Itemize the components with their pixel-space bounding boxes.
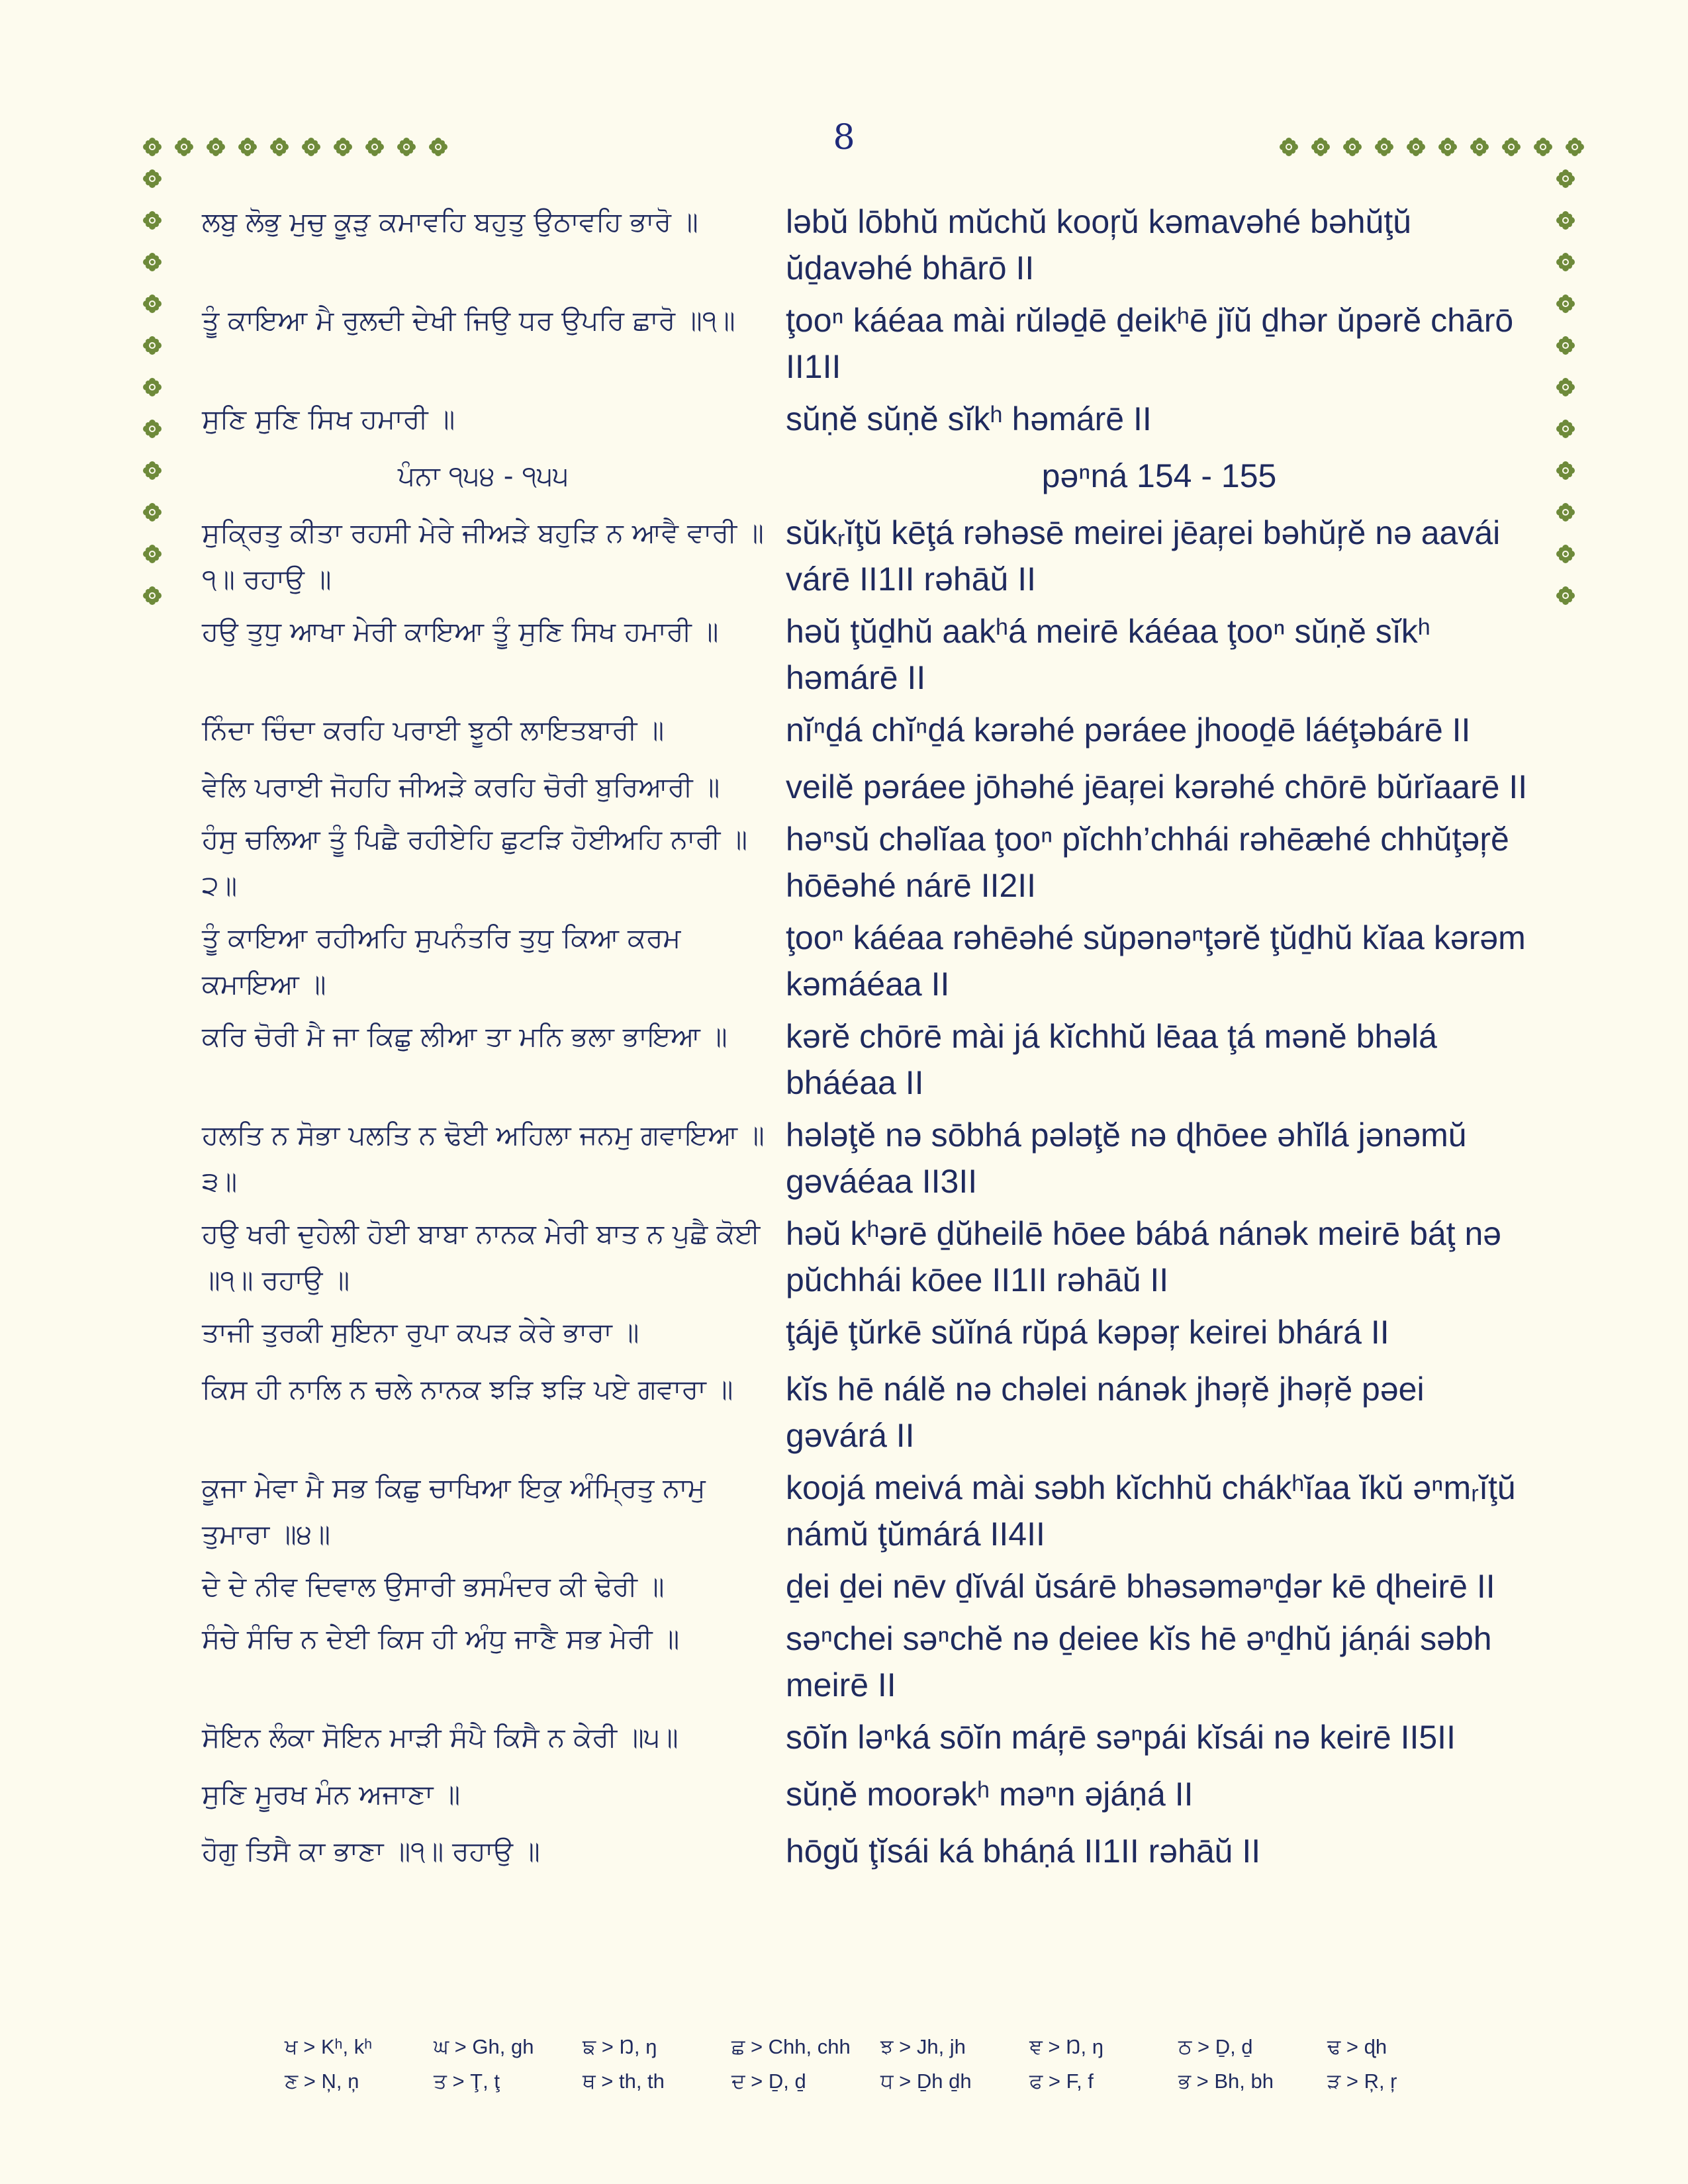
transliteration-text: həⁿsŭ chəlĭaa ţooⁿ pĭchh’chhái rəhēæhé chhŭţəŗĕ hōēəhé nárē II2II — [786, 821, 1509, 904]
verse-row — [202, 915, 1532, 1007]
gurmukhi-text: ਵੇਲਿ ਪਰਾਈ ਜੋਹਹਿ ਜੀਅੜੇ ਕਰਹਿ ਚੋਰੀ ਬੁਰਿਆਰੀ ॥ — [202, 771, 720, 803]
flower-icon — [174, 137, 198, 161]
flower-icon — [1556, 502, 1579, 526]
gurmukhi-text: ਤੂੰ ਕਾਇਆ ਰਹੀਅਹਿ ਸੁਪਨੰਤਰਿ ਤੁਧੁ ਕਿਆ ਕਰਮ ਕਮਾਇਆ ॥ — [202, 922, 681, 1000]
transliteration-text: ţooⁿ káéaa rəhēəhé sŭpənəⁿţərĕ ţŭḏhŭ kĭaa kərəm kəmáéaa II — [786, 919, 1526, 1003]
flower-icon — [1556, 586, 1579, 610]
verse-row — [202, 1465, 1532, 1557]
gurmukhi-text: ਕਿਸ ਹੀ ਨਾਲਿ ਨ ਚਲੇ ਨਾਨਕ ਝੜਿ ਝੜਿ ਪਏ ਗਵਾਰਾ ॥ — [202, 1373, 733, 1405]
transliteration-text: ləbŭ lōbhŭ mŭchŭ kooŗŭ kəmavəhé bəhŭţŭ ŭḏavəhé bhārō II — [786, 203, 1412, 287]
transliteration-page-reference: pəⁿná 154 - 155 — [1041, 457, 1277, 494]
flower-icon — [142, 461, 166, 484]
flower-icon — [142, 294, 166, 318]
key-entry: ਞ > Ŋ, ŋ — [1029, 2035, 1104, 2058]
transliteration-text: sŭkᵣĭţŭ kēţá rəhəsē meirei jēaŗei bəhŭŗĕ nə aavái várē II1II rəhāŭ II — [786, 514, 1501, 598]
verse-row — [202, 1210, 1532, 1303]
key-entry: ਙ > Ŋ, ŋ — [583, 2035, 657, 2058]
transliteration-text: kĭs hē nálĕ nə chəlei nánək jhəŗĕ jhəŗĕ pəei gəvárá II — [786, 1371, 1425, 1454]
verse-row — [202, 608, 1532, 701]
flower-icon — [142, 586, 166, 610]
key-entry: ਫ > F, f — [1029, 2070, 1094, 2093]
verse-row — [202, 1366, 1532, 1459]
gurmukhi-text: ਸੰਚੇ ਸੰਚਿ ਨ ਦੇਈ ਕਿਸ ਹੀ ਅੰਧੁ ਜਾਣੈ ਸਭ ਮੇਰੀ ॥ — [202, 1623, 680, 1655]
gurmukhi-text: ਲਬੁ ਲੋਭੁ ਮੁਚੁ ਕੂੜੁ ਕਮਾਵਹਿ ਬਹੁਤੁ ਉਠਾਵਹਿ ਭਾਰੋ ॥ — [202, 206, 698, 238]
key-entry: ਖ > Kʰ, kʰ — [285, 2035, 373, 2058]
verse-row — [202, 199, 1532, 291]
gurmukhi-text: ਤੂੰ ਕਾਇਆ ਮੈ ਰੁਲਦੀ ਦੇਖੀ ਜਿਉ ਧਰ ਉਪਰਿ ਛਾਰੋ ॥੧॥ — [202, 304, 735, 336]
flower-icon — [269, 137, 293, 161]
flower-icon — [206, 137, 230, 161]
transliteration-text: hələţĕ nə sōbhá pələţĕ nə ɖhōee əhĭlá jənəmŭ gəváéaa II3II — [786, 1116, 1467, 1200]
gurmukhi-text: ਸੁਣਿ ਸੁਣਿ ਸਿਖ ਹਮਾਰੀ ॥ — [202, 403, 455, 435]
flower-icon — [428, 137, 452, 161]
flower-icon — [142, 210, 166, 234]
gurmukhi-text: ਹਲਤਿ ਨ ਸੋਭਾ ਪਲਤਿ ਨ ਢੋਈ ਅਹਿਲਾ ਜਨਮੁ ਗਵਾਇਆ ॥੩॥ — [202, 1119, 765, 1197]
verse-row — [202, 396, 1532, 442]
key-entry: ਛ > Chh, chh — [731, 2035, 851, 2058]
ornament-border-top-left — [142, 137, 460, 161]
transliteration-text: kərĕ chōrē mài já kĭchhŭ lēaa ţá mənĕ bhəlá bháéaa II — [786, 1018, 1437, 1101]
key-entry: ਧ > Ḏh ḏh — [880, 2070, 972, 2093]
flower-icon — [1556, 169, 1579, 193]
key-entry: ਤ > Ţ, ţ — [434, 2070, 500, 2093]
flower-icon — [142, 252, 166, 276]
gurmukhi-text: ਹੰਸੁ ਚਲਿਆ ਤੂੰ ਪਿਛੈ ਰਹੀਏਹਿ ਛੁਟੜਿ ਹੋਈਅਹਿ ਨਾਰੀ ॥੨॥ — [202, 823, 748, 901]
flower-icon — [142, 336, 166, 359]
verse-row — [202, 1563, 1532, 1610]
flower-icon — [1556, 419, 1579, 443]
flower-icon — [142, 137, 166, 161]
flower-icon — [1501, 137, 1525, 161]
page-number: 8 — [833, 118, 855, 158]
key-entry: ਦ > Ḏ, ḏ — [731, 2070, 806, 2093]
flower-icon — [1556, 210, 1579, 234]
gurmukhi-text: ਤਾਜੀ ਤੁਰਕੀ ਸੁਇਨਾ ਰੁਪਾ ਕਪੜ ਕੇਰੇ ਭਾਰਾ ॥ — [202, 1316, 639, 1348]
flower-icon — [333, 137, 357, 161]
verse-table — [202, 199, 1532, 1874]
page-reference-heading — [202, 453, 1532, 499]
key-row — [285, 2035, 1476, 2070]
flower-icon — [1565, 137, 1589, 161]
transliteration-text: ţájē ţŭrkē sŭĭná rŭpá kəpəŗ keirei bhárá II — [786, 1314, 1389, 1351]
ornament-border-top-right — [1279, 137, 1597, 161]
flower-icon — [1556, 294, 1579, 318]
ornament-border-right — [1556, 169, 1579, 627]
gurmukhi-page-reference: ਪੰਨਾ ੧੫੪ - ੧੫੫ — [397, 460, 569, 492]
verse-row — [202, 816, 1532, 909]
flower-icon — [1406, 137, 1430, 161]
key-entry: ਠ > Ḏ, ḏ — [1178, 2035, 1253, 2058]
key-entry: ੜ > Ŗ, ŗ — [1327, 2070, 1397, 2093]
flower-icon — [142, 544, 166, 568]
flower-icon — [1556, 544, 1579, 568]
verse-row — [202, 1771, 1532, 1817]
flower-icon — [142, 377, 166, 401]
transliteration-text: veilĕ pəráee jōhəhé jēaŗei kərəhé chōrē bŭrĭaarē II — [786, 768, 1528, 805]
key-row — [285, 2070, 1476, 2104]
flower-icon — [397, 137, 420, 161]
gurmukhi-text: ਹੋਗੁ ਤਿਸੈ ਕਾ ਭਾਣਾ ॥੧॥ ਰਹਾਉ ॥ — [202, 1835, 540, 1867]
transliteration-key — [285, 2035, 1476, 2104]
flower-icon — [301, 137, 325, 161]
transliteration-text: hōgŭ ţĭsái ká bháṇá II1II rəhāŭ II — [786, 1833, 1261, 1870]
flower-icon — [1279, 137, 1303, 161]
verse-row — [202, 1828, 1532, 1874]
verse-row — [202, 1714, 1532, 1760]
flower-icon — [1311, 137, 1335, 161]
transliteration-text: sŭṇĕ sŭṇĕ sĭkʰ həmárē II — [786, 400, 1152, 437]
key-entry: ਝ > Jh, jh — [880, 2035, 966, 2058]
gurmukhi-text: ਸੁਣਿ ਮੂਰਖ ਮੰਨ ਅਜਾਣਾ ॥ — [202, 1778, 461, 1810]
flower-icon — [365, 137, 389, 161]
transliteration-text: sŭṇĕ moorəkʰ məⁿn əjáṇá II — [786, 1776, 1194, 1813]
flower-icon — [1533, 137, 1557, 161]
ornament-border-left — [142, 169, 166, 627]
transliteration-text: koojá meivá mài səbh kĭchhŭ chákʰĭaa ĭkŭ əⁿmᵣĭţŭ námŭ ţŭmárá II4II — [786, 1469, 1516, 1553]
gurmukhi-text: ਕੂਜਾ ਮੇਵਾ ਮੈ ਸਭ ਕਿਛੁ ਚਾਖਿਆ ਇਕੁ ਅੰਮ੍ਰਿਤੁ ਨਾਮੁ ਤੁਮਾਰਾ ॥੪॥ — [202, 1472, 706, 1550]
flower-icon — [1342, 137, 1366, 161]
key-entry: ਘ > Gh, gh — [434, 2035, 534, 2058]
transliteration-text: ţooⁿ káéaa mài rŭləḏē ḏeikʰē jĭŭ ḏhər ŭpərĕ chārō II1II — [786, 302, 1514, 385]
verse-row — [202, 1615, 1532, 1708]
gurmukhi-text: ਸੋਇਨ ਲੰਕਾ ਸੋਇਨ ਮਾੜੀ ਸੰਪੈ ਕਿਸੈ ਨ ਕੇਰੀ ॥੫॥ — [202, 1721, 679, 1753]
key-entry: ਣ > Ņ, ņ — [285, 2070, 359, 2093]
key-entry: ਭ > Bh, bh — [1178, 2070, 1274, 2093]
verse-row — [202, 297, 1532, 390]
gurmukhi-text: ਕਰਿ ਚੋਰੀ ਮੈ ਜਾ ਕਿਛੁ ਲੀਆ ਤਾ ਮਨਿ ਭਲਾ ਭਾਇਆ ॥ — [202, 1021, 727, 1052]
flower-icon — [1374, 137, 1398, 161]
gurmukhi-text: ਨਿੰਦਾ ਚਿੰਦਾ ਕਰਹਿ ਪਰਾਈ ਝੂਠੀ ਲਾਇਤਬਾਰੀ ॥ — [202, 714, 665, 746]
flower-icon — [1556, 336, 1579, 359]
transliteration-text: nĭⁿḏá chĭⁿḏá kərəhé pəráee jhooḏē láéţəbárē II — [786, 711, 1471, 749]
verse-row — [202, 764, 1532, 810]
verse-row — [202, 1013, 1532, 1106]
verse-row — [202, 1309, 1532, 1355]
flower-icon — [238, 137, 261, 161]
key-entry: ਢ > ɖh — [1327, 2035, 1387, 2058]
flower-icon — [1470, 137, 1493, 161]
flower-icon — [1556, 377, 1579, 401]
flower-icon — [142, 502, 166, 526]
gurmukhi-text: ਹਉ ਖਰੀ ਦੁਹੇਲੀ ਹੋਈ ਬਾਬਾ ਨਾਨਕ ਮੇਰੀ ਬਾਤ ਨ ਪੁਛੈ ਕੋਈ ॥੧॥ ਰਹਾਉ ॥ — [202, 1218, 761, 1296]
gurmukhi-text: ਸੁਕ੍ਰਿਤੁ ਕੀਤਾ ਰਹਸੀ ਮੇਰੇ ਜੀਅੜੇ ਬਹੁੜਿ ਨ ਆਵੈ ਵਾਰੀ ॥੧॥ ਰਹਾਉ ॥ — [202, 517, 764, 595]
gurmukhi-text: ਹਉ ਤੁਧੁ ਆਖਾ ਮੇਰੀ ਕਾਇਆ ਤੂੰ ਸੁਣਿ ਸਿਖ ਹਮਾਰੀ ॥ — [202, 615, 719, 647]
transliteration-text: ḏei ḏei nēv ḏĭvál ŭsárē bhəsəməⁿḏər kē ɖheirē II — [786, 1568, 1495, 1605]
transliteration-text: sōĭn ləⁿká sōĭn máŗē səⁿpái kĭsái nə keirē II5II — [786, 1719, 1456, 1756]
flower-icon — [1438, 137, 1462, 161]
gurmukhi-text: ਦੇ ਦੇ ਨੀਵ ਦਿਵਾਲ ਉਸਾਰੀ ਭਸਮੰਦਰ ਕੀ ਢੇਰੀ ॥ — [202, 1570, 665, 1602]
verse-row — [202, 707, 1532, 753]
flower-icon — [142, 169, 166, 193]
key-entry: ਥ > th, th — [583, 2070, 665, 2093]
transliteration-text: həŭ kʰərē ḏŭheilē hōee bábá nánək meirē báţ nə pŭchhái kōee II1II rəhāŭ II — [786, 1215, 1502, 1298]
transliteration-text: həŭ ţŭḏhŭ aakʰá meirē káéaa ţooⁿ sŭṇĕ sĭkʰ həmárē II — [786, 613, 1430, 696]
flower-icon — [142, 419, 166, 443]
verse-row — [202, 1112, 1532, 1205]
flower-icon — [1556, 252, 1579, 276]
transliteration-text: səⁿchei səⁿchĕ nə ḏeiee kĭs hē əⁿḏhŭ jáṇái səbh meirē II — [786, 1620, 1492, 1704]
flower-icon — [1556, 461, 1579, 484]
verse-row — [202, 510, 1532, 602]
